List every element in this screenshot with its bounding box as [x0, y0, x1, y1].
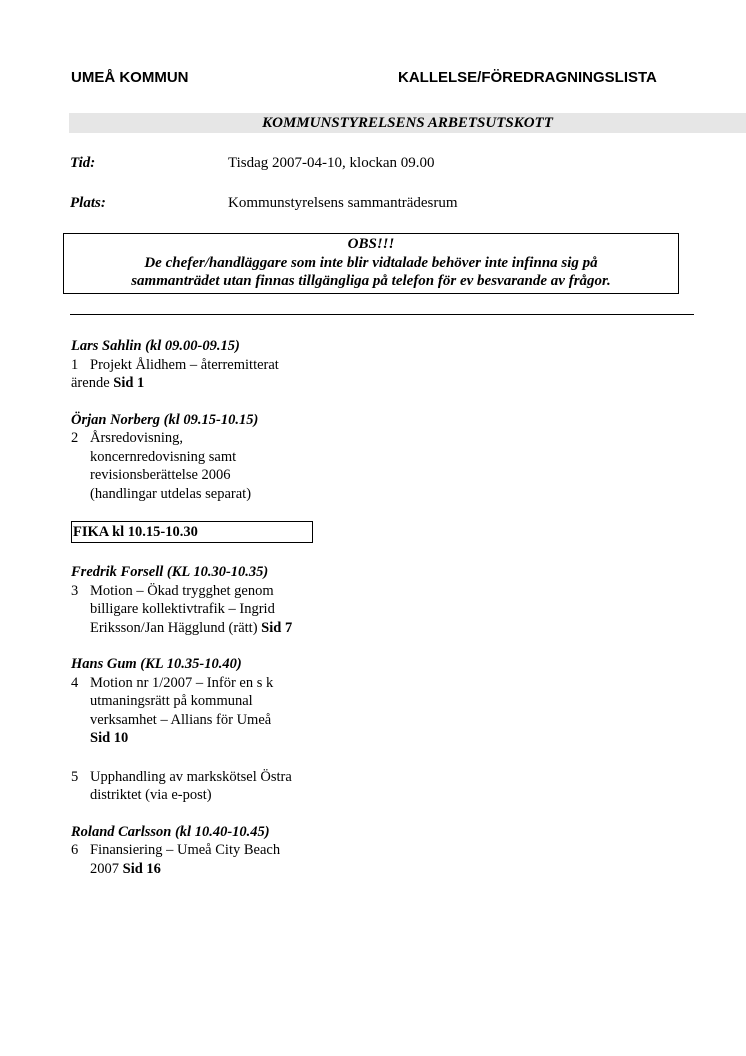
agenda-block: [71, 823, 321, 879]
item-text: Motion nr 1/2007 – Inför en s k utmaningsrätt på kommunal verksamhet – Allians för Umeå: [90, 674, 274, 728]
page-ref: Sid 10: [90, 730, 129, 746]
item-number: 2: [71, 430, 79, 446]
speaker-name: Hans Gum (KL 10.35-10.40): [71, 656, 242, 672]
item-number: 4: [71, 674, 79, 691]
break-box: FIKA kl 10.15-10.30: [71, 521, 313, 543]
item-text: Årsredovisning, koncernredovisning samt revisionsberättelse 2006 (handlingar utdelas separat): [90, 430, 252, 502]
item-text: Motion – Ökad trygghet genom billigare kollektivtrafik – Ingrid Eriksson/Jan Hägglund (rätt): [90, 582, 275, 636]
speaker-name: Örjan Norberg (kl 09.15-10.15): [71, 411, 259, 428]
org-name: UMEÅ KOMMUN: [71, 69, 189, 86]
agenda-block: [71, 411, 321, 504]
item-text: Projekt Ålidhem – återremitterat ärende: [71, 356, 279, 391]
speaker-name: Fredrik Forsell (KL 10.30-10.35): [71, 564, 269, 580]
notice-box: [63, 233, 679, 294]
agenda-item: [71, 582, 321, 638]
time-label: Tid:: [70, 155, 96, 171]
notice-line-2: sammanträdet utan finnas tillgängliga på telefon för ev besvarande av frågor.: [131, 273, 611, 289]
agenda-block: [71, 655, 321, 748]
page-ref: Sid 1: [113, 375, 145, 391]
place-label: Plats:: [70, 195, 106, 211]
agenda-item: [71, 356, 321, 393]
agenda-item: [71, 768, 321, 805]
page-ref: Sid 16: [122, 860, 161, 877]
agenda-item: [71, 429, 321, 503]
item-text: Upphandling av markskötsel Östra distriktet (via e-post): [90, 768, 292, 803]
item-number: 6: [71, 842, 79, 858]
agenda-item: [71, 674, 321, 748]
notice-line-1: De chefer/handläggare som inte blir vidtalade behöver inte infinna sig på: [144, 254, 598, 271]
agenda-block: [71, 563, 321, 637]
agenda-block: [71, 768, 321, 805]
notice-title: OBS!!!: [347, 236, 395, 252]
speaker-name: Roland Carlsson (kl 10.40-10.45): [71, 823, 270, 840]
place-value: Kommunstyrelsens sammanträdesrum: [228, 195, 458, 211]
agenda-block: [71, 337, 321, 393]
committee-band: [69, 113, 746, 133]
agenda-item: [71, 841, 321, 878]
agenda-list: [71, 337, 321, 896]
page-ref: Sid 7: [261, 619, 293, 636]
item-number: 3: [71, 582, 79, 599]
speaker-name: Lars Sahlin (kl 09.00-09.15): [71, 338, 240, 354]
document-type: KALLELSE/FÖREDRAGNINGSLISTA: [398, 69, 657, 86]
time-value: Tisdag 2007-04-10, klockan 09.00: [228, 155, 435, 171]
item-text: Finansiering – Umeå City Beach 2007: [90, 842, 281, 877]
divider: [70, 314, 694, 315]
committee-title: KOMMUNSTYRELSENS ARBETSUTSKOTT: [262, 115, 553, 131]
item-number: 5: [71, 768, 79, 785]
item-number: 1: [71, 356, 79, 373]
